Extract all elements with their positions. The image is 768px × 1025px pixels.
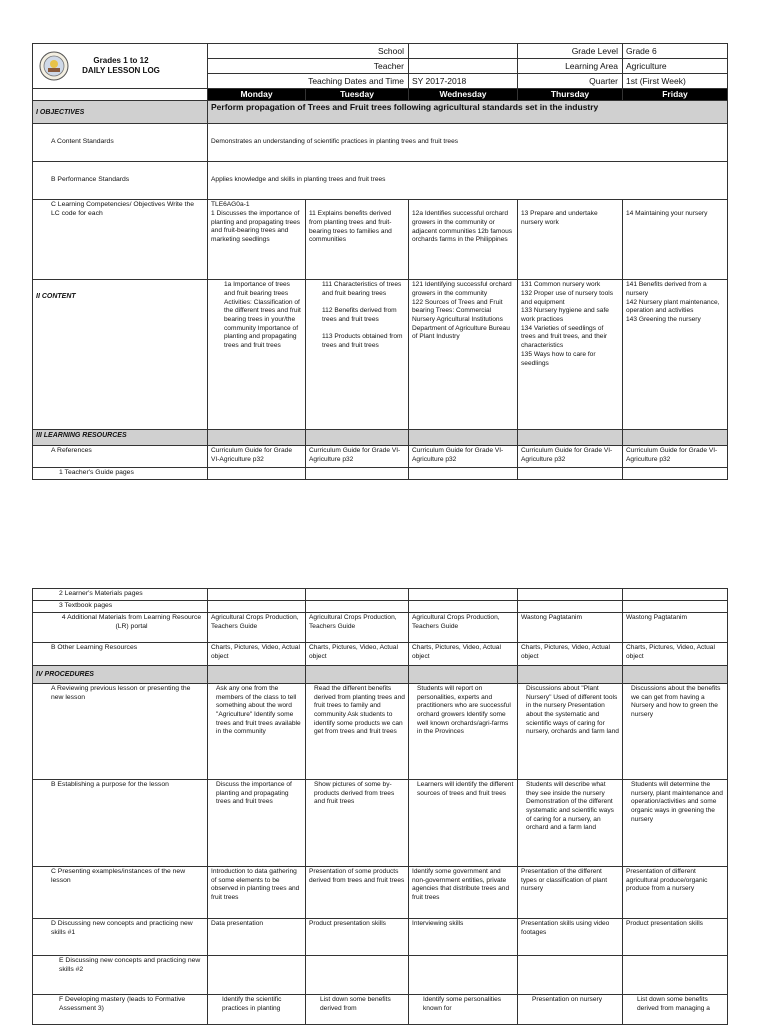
teacher-label: Teacher — [208, 59, 409, 74]
teachers-guide-label: 1 Teacher's Guide pages — [33, 468, 208, 480]
reference-tuesday: Curriculum Guide for Grade VI-Agriculture p32 — [306, 446, 409, 468]
quarter-label: Quarter — [518, 74, 623, 89]
day-thursday: Thursday — [518, 89, 623, 101]
procedure-f-monday: Identify the scientific practices in planting — [208, 994, 306, 1024]
learning-area-field[interactable]: Agriculture — [623, 59, 728, 74]
grade-level-label: Grade Level — [518, 44, 623, 59]
lr-monday: Agricultural Crops Production, Teachers Guide — [208, 612, 306, 642]
procedure-b-label: B Establishing a purpose for the lesson — [33, 779, 208, 866]
teacher-field[interactable] — [409, 59, 518, 74]
lr-wednesday: Agricultural Crops Production, Teachers Guide — [409, 612, 518, 642]
procedure-b-thursday: Students will describe what they see inside the nursery Demonstration of the different systematic and scientific ways of caring for a nursery, an orchard and a farm land — [518, 779, 623, 866]
competency-friday: 14 Maintaining your nursery — [623, 200, 728, 280]
title-line-1: Grades 1 to 12 — [93, 56, 149, 66]
reference-monday: Curriculum Guide for Grade VI-Agriculture p32 — [208, 446, 306, 468]
competencies-label: C Learning Competencies/ Objectives Write the LC code for each — [33, 200, 208, 280]
day-tuesday: Tuesday — [306, 89, 409, 101]
reference-wednesday: Curriculum Guide for Grade VI-Agriculture p32 — [409, 446, 518, 468]
procedure-c-thursday: Presentation of the different types or classification of plant nursery — [518, 866, 623, 918]
day-wednesday: Wednesday — [409, 89, 518, 101]
procedure-b-friday: Students will determine the nursery, plant maintenance and operation/activities and some organic ways in greening the nursery — [623, 779, 728, 866]
procedure-b-tuesday: Show pictures of some by-products derived from trees and fruit trees — [306, 779, 409, 866]
procedure-c-monday: Introduction to data gathering of some elements to be observed in planting trees and fruit trees — [208, 866, 306, 918]
procedure-f-tuesday: List down some benefits derived from — [306, 994, 409, 1024]
procedure-a-label: A Reviewing previous lesson or presenting the new lesson — [33, 683, 208, 779]
competency-thursday: 13 Prepare and undertake nursery work — [518, 200, 623, 280]
lr-friday: Wastong Pagtatanim — [623, 612, 728, 642]
procedures-label: IV PROCEDURES — [33, 665, 208, 683]
grade-level-field[interactable]: Grade 6 — [623, 44, 728, 59]
textbook-label: 3 Textbook pages — [33, 600, 208, 612]
competency-monday-text: 1 Discusses the importance of planting and propagating trees and fruit-bearing trees and marketing seedlings — [211, 209, 301, 244]
competency-monday — [208, 200, 306, 280]
procedure-d-tuesday: Product presentation skills — [306, 918, 409, 955]
dll-table-top — [32, 43, 728, 480]
procedure-d-thursday: Presentation skills using video footages — [518, 918, 623, 955]
content-standards-text: Demonstrates an understanding of scientific practices in planting trees and fruit trees — [208, 124, 728, 162]
dll-title-block — [33, 44, 208, 89]
school-field[interactable] — [409, 44, 518, 59]
content-tuesday: 111 Characteristics of trees and fruit bearing trees 112 Benefits derived from trees and fruit trees 113 Products obtained from trees and fruit trees — [306, 280, 409, 430]
quarter-field[interactable]: 1st (First Week) — [623, 74, 728, 89]
procedure-a-friday: Discussions about the benefits we can get from having a Nursery and how to green the nursery — [623, 683, 728, 779]
procedure-d-label: D Discussing new concepts and practicing new skills #1 — [33, 918, 208, 955]
teaching-dates-field[interactable]: SY 2017-2018 — [409, 74, 518, 89]
references-label: A References — [33, 446, 208, 468]
content-friday: 141 Benefits derived from a nursery 142 Nursery plant maintenance, operation and activities 143 Greening the nursery — [623, 280, 728, 430]
procedure-f-wednesday: Identify some personalities known for — [409, 994, 518, 1024]
objectives-text: Perform propagation of Trees and Fruit trees following agricultural standards set in the industry — [208, 101, 728, 124]
procedure-b-wednesday: Learners will identify the different sources of trees and fruit trees — [409, 779, 518, 866]
lr-portal-label: 4 Additional Materials from Learning Resource (LR) portal — [33, 612, 208, 642]
learning-resources-label: III LEARNING RESOURCES — [33, 430, 208, 446]
competency-wednesday: 12a Identifies successful orchard growers in the community or adjacent communities 12b famous orchards farms in the Philippines — [409, 200, 518, 280]
content-thursday: 131 Common nursery work 132 Proper use of nursery tools and equipment 133 Nursery hygiene and safe work practices 134 Varieties of seedlings of trees and fruit trees, and their characteristics 135 Ways how to care for seedlings — [518, 280, 623, 430]
procedure-a-monday: Ask any one from the members of the class to tell something about the word "Agriculture" Identify some trees and fruit trees available in the community — [208, 683, 306, 779]
day-monday: Monday — [208, 89, 306, 101]
procedure-a-thursday: Discussions about "Plant Nursery" Used of different tools in the nursery Presentation about the systematic and scientific ways of caring for nursery, orchards and farm land — [518, 683, 623, 779]
days-spacer — [33, 89, 208, 101]
other-friday: Charts, Pictures, Video, Actual object — [623, 642, 728, 665]
lc-code: TLE6AG0a-1 — [211, 201, 250, 209]
day-friday: Friday — [623, 89, 728, 101]
objectives-label: I OBJECTIVES — [33, 101, 208, 124]
performance-standards-label: B Performance Standards — [33, 162, 208, 200]
content-wednesday: 121 Identifying successful orchard growers in the community 122 Sources of Trees and Fruit bearing Trees: Commercial Nursery Agricultural Institutions Department of Agriculture Bureau of Plant Industry — [409, 280, 518, 430]
lr-tuesday: Agricultural Crops Production, Teachers Guide — [306, 612, 409, 642]
other-thursday: Charts, Pictures, Video, Actual object — [518, 642, 623, 665]
procedure-d-wednesday: Interviewing skills — [409, 918, 518, 955]
content-monday: 1a Importance of trees and fruit bearing trees Activities: Classification of the different trees and fruit bearing trees in your/the community Importance of planting and propagating trees and fruit trees — [208, 280, 306, 430]
content-standards-label: A Content Standards — [33, 124, 208, 162]
content-label: II CONTENT — [33, 280, 208, 430]
title-line-2: DAILY LESSON LOG — [82, 66, 160, 75]
procedure-c-tuesday: Presentation of some products derived from trees and fruit trees — [306, 866, 409, 918]
other-wednesday: Charts, Pictures, Video, Actual object — [409, 642, 518, 665]
procedure-b-monday: Discuss the importance of planting and propagating trees and fruit trees — [208, 779, 306, 866]
procedure-e-label: E Discussing new concepts and practicing new skills #2 — [33, 955, 208, 994]
dll-table-bottom — [32, 588, 728, 1025]
procedure-c-wednesday: Identify some government and non-government entities, private agencies that distribute trees and fruit trees — [409, 866, 518, 918]
procedure-f-friday: List down some benefits derived from managing a — [623, 994, 728, 1024]
procedure-f-thursday: Presentation on nursery — [518, 994, 623, 1024]
other-resources-label: B Other Learning Resources — [33, 642, 208, 665]
procedure-c-label: C Presenting examples/instances of the new lesson — [33, 866, 208, 918]
reference-thursday: Curriculum Guide for Grade VI-Agriculture p32 — [518, 446, 623, 468]
procedure-a-wednesday: Students will report on personalities, experts and practitioners who are successful orchard growers Identify some well known orchards/agri-farms in the Provinces — [409, 683, 518, 779]
other-tuesday: Charts, Pictures, Video, Actual object — [306, 642, 409, 665]
learners-materials-label: 2 Learner's Materials pages — [33, 589, 208, 601]
procedure-d-monday: Data presentation — [208, 918, 306, 955]
performance-standards-text: Applies knowledge and skills in planting trees and fruit trees — [208, 162, 728, 200]
other-monday: Charts, Pictures, Video, Actual object — [208, 642, 306, 665]
learning-area-label: Learning Area — [518, 59, 623, 74]
procedure-d-friday: Product presentation skills — [623, 918, 728, 955]
procedure-f-label: F Developing mastery (leads to Formative Assessment 3) — [33, 994, 208, 1024]
procedure-c-friday: Presentation of different agricultural produce/organic produce from a nursery — [623, 866, 728, 918]
lr-thursday: Wastong Pagtatanim — [518, 612, 623, 642]
teaching-dates-label: Teaching Dates and Time — [208, 74, 409, 89]
reference-friday: Curriculum Guide for Grade VI-Agriculture p32 — [623, 446, 728, 468]
school-label: School — [208, 44, 409, 59]
competency-tuesday: 11 Explains benefits derived from planting trees and fruit-bearing trees to families and communities — [306, 200, 409, 280]
procedure-a-tuesday: Read the different benefits derived from planting trees and fruit trees to family and community Ask students to identify some products we can get from trees and fruit trees — [306, 683, 409, 779]
